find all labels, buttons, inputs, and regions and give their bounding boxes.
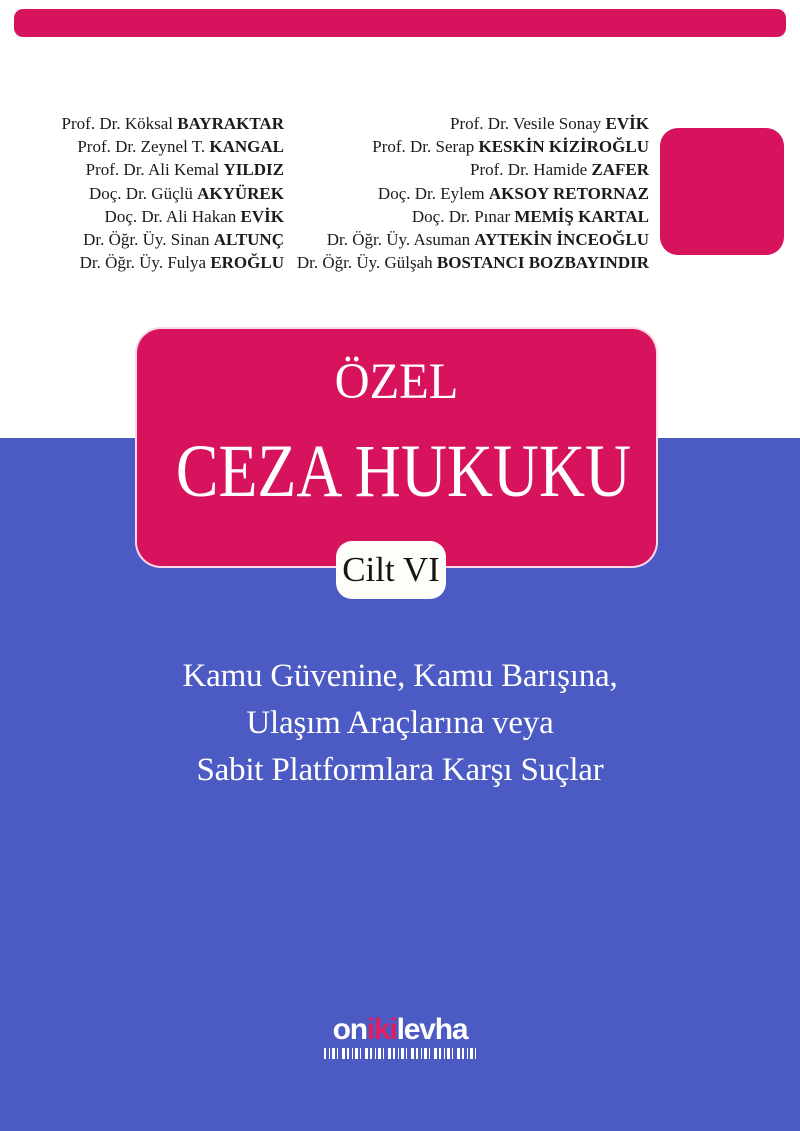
author-surname: MEMİŞ KARTAL: [514, 206, 649, 226]
author-line: [292, 228, 649, 251]
author-list-right: [292, 112, 649, 274]
subtitle-line: Ulaşım Araçlarına veya: [246, 705, 554, 741]
author-title: Prof. Dr. Köksal: [61, 114, 173, 133]
author-surname: BOSTANCI BOZBAYINDIR: [436, 253, 649, 273]
author-title: Doç. Dr. Güçlü: [88, 183, 193, 203]
barcode-icon: [324, 1048, 476, 1059]
author-title: Dr. Öğr. Üy. Asuman: [326, 230, 471, 250]
logo-part-levha: levha: [396, 1013, 468, 1046]
author-surname: AYTEKİN İNCEOĞLU: [474, 230, 649, 250]
author-line: [292, 135, 649, 158]
author-title: Prof. Dr. Serap: [372, 137, 475, 157]
subtitle-line: Sabit Platformlara Karşı Suçlar: [196, 752, 604, 788]
author-surname: KANGAL: [209, 137, 284, 157]
author-surname: AKYÜREK: [197, 183, 284, 203]
publisher-logo-text: [333, 1014, 468, 1046]
author-surname: EROĞLU: [210, 253, 284, 273]
author-line: [30, 182, 284, 205]
author-surname: BAYRAKTAR: [177, 114, 284, 133]
subtitle-line: Kamu Güvenine, Kamu Barışına,: [182, 658, 618, 694]
logo-part-on: on: [332, 1013, 367, 1046]
author-title: Prof. Dr. Ali Kemal: [85, 160, 220, 180]
title-box: [135, 327, 658, 568]
logo-part-iki: iki: [366, 1013, 397, 1046]
author-list-left: [30, 112, 284, 274]
author-line: [30, 135, 284, 158]
author-line: [292, 251, 649, 274]
author-surname: KESKİN KİZİROĞLU: [478, 137, 649, 157]
author-title: Dr. Öğr. Üy. Gülşah: [296, 253, 433, 273]
author-title: Dr. Öğr. Üy. Fulya: [79, 253, 207, 273]
author-surname: ZAFER: [591, 160, 649, 180]
author-surname: EVİK: [605, 114, 649, 133]
author-line: [292, 182, 649, 205]
title-line-ozel: ÖZEL: [334, 354, 459, 410]
author-line: [292, 112, 649, 135]
author-line: [30, 228, 284, 251]
title-line-ceza-hukuku: CEZA HUKUKU: [175, 430, 632, 513]
author-surname: AKSOY RETORNAZ: [488, 183, 649, 203]
author-title: Prof. Dr. Vesile Sonay: [450, 114, 602, 133]
author-surname: YILDIZ: [223, 160, 284, 180]
author-title: Prof. Dr. Zeynel T.: [77, 137, 206, 157]
author-title: Prof. Dr. Hamide: [470, 160, 588, 180]
publisher-logo: [0, 1014, 800, 1059]
author-surname: ALTUNÇ: [213, 230, 284, 250]
author-line: [30, 112, 284, 135]
author-title: Doç. Dr. Ali Hakan: [104, 206, 237, 226]
author-line: [30, 251, 284, 274]
volume-label: Cilt VI: [342, 550, 440, 589]
author-surname: EVİK: [240, 206, 284, 226]
author-line: [292, 158, 649, 181]
author-line: [30, 205, 284, 228]
author-title: Dr. Öğr. Üy. Sinan: [83, 230, 210, 250]
subtitle: [0, 653, 800, 794]
top-accent-bar: [14, 9, 786, 37]
author-title: Doç. Dr. Pınar: [411, 206, 511, 226]
author-line: [292, 205, 649, 228]
author-line: [30, 158, 284, 181]
pink-corner-square: [660, 128, 784, 255]
author-title: Doç. Dr. Eylem: [377, 183, 485, 203]
volume-badge: [336, 541, 446, 599]
